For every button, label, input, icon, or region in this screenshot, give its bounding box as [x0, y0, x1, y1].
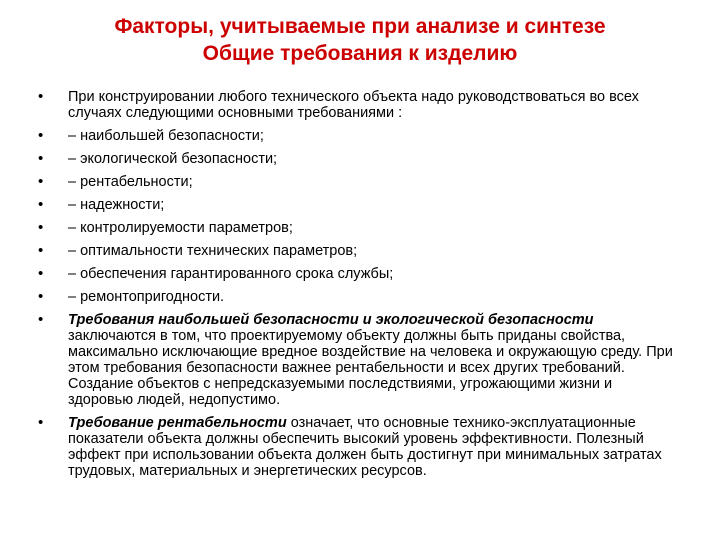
bullet-item: [38, 151, 678, 167]
bullet-dot: •: [38, 173, 44, 190]
slide-title-line-2: Общие требования к изделию: [202, 42, 518, 65]
bullet-item: [38, 289, 678, 305]
bullet-dot: •: [38, 127, 44, 144]
bullet-text: – наибольшей безопасности;: [68, 128, 264, 144]
bullet-item-profitability-requirement: [38, 415, 678, 479]
bullet-item: [38, 128, 678, 144]
bullet-dot: •: [38, 311, 44, 328]
bullet-dot: •: [38, 88, 44, 105]
bullet-text: – экологической безопасности;: [68, 151, 278, 167]
bullet-dot: •: [38, 414, 44, 431]
bullet-item: [38, 89, 678, 121]
bullet-dot: •: [38, 219, 44, 236]
bullet-item: [38, 266, 678, 282]
bullet-item: [38, 174, 678, 190]
bullet-text: заключаются в том, что проектируемому объекту должны быть приданы свойства, максимально исключающие вредное воздействие на человека и окружающую среду. При этом требования безопасности важнее рентабельности и всех других требований. Создание объектов с непредсказуемыми последствиями, угрожающими жизни и здоровью людей, недопустимо.: [68, 328, 673, 408]
bullet-text: – надежности;: [68, 197, 165, 213]
bullet-dot: •: [38, 288, 44, 305]
bullet-item: [38, 220, 678, 236]
bullet-text: – обеспечения гарантированного срока службы;: [68, 266, 394, 282]
bullet-emphasis: Требования наибольшей безопасности и экологической безопасности: [68, 312, 594, 328]
slide-title: [20, 13, 700, 67]
bullet-text: означает, что основные технико-эксплуатационные показатели объекта должны обеспечить высокий уровень эффективности. Полезный эффект при использовании объекта должен быть достигнут при минимальных затратах трудовых, материальных и энергетических ресурсов.: [68, 415, 662, 479]
bullet-item-safety-requirements: [38, 312, 678, 408]
bullet-text: При конструировании любого технического объекта надо руководствоваться во всех случаях следующими основными требованиями :: [68, 89, 639, 121]
bullet-text: – контролируемости параметров;: [68, 220, 293, 236]
bullet-dot: •: [38, 265, 44, 282]
bullet-item: [38, 197, 678, 213]
bullet-list: [38, 89, 678, 486]
bullet-dot: •: [38, 242, 44, 259]
bullet-item: [38, 243, 678, 259]
slide-title-line-1: Факторы, учитываемые при анализе и синтезе: [114, 15, 606, 38]
bullet-dot: •: [38, 196, 44, 213]
bullet-text: – оптимальности технических параметров;: [68, 243, 358, 259]
bullet-text: – рентабельности;: [68, 174, 193, 190]
bullet-text: – ремонтопригодности.: [68, 289, 225, 305]
bullet-emphasis: Требование рентабельности: [68, 415, 287, 431]
bullet-dot: •: [38, 150, 44, 167]
